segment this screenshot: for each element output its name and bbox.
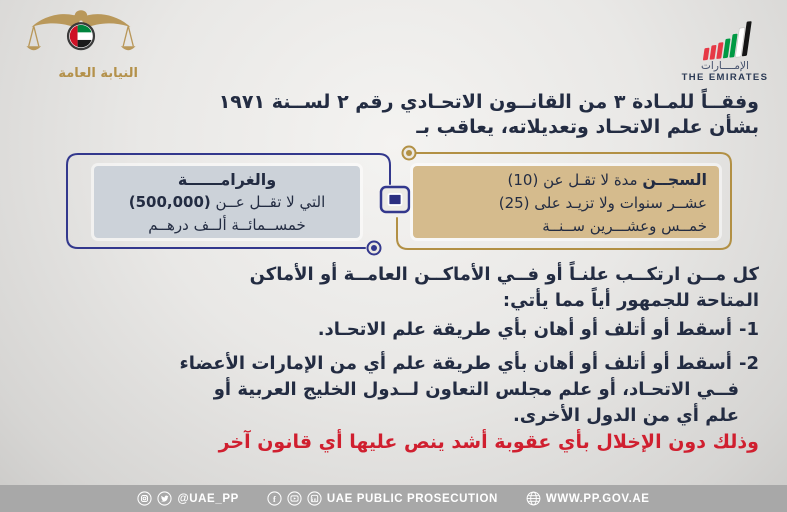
- emirates-bars-icon: [673, 11, 777, 63]
- svg-text:in: in: [311, 496, 317, 502]
- body-intro-line-1: كل مــن ارتكــب علنـاً أو فــي الأماكــن العامــة أو الأماكن: [249, 264, 759, 285]
- emirates-logo-arabic: الإمــــارات: [701, 60, 749, 72]
- footer-bar: [0, 485, 787, 512]
- prison-line-1: السجــن مدة لا تقـل عن (10): [507, 170, 707, 189]
- org-group: [267, 491, 498, 506]
- fine-line-2: التي لا تقــل عــن (500,000): [128, 193, 326, 211]
- website-group: [526, 491, 650, 506]
- youtube-icon: [287, 491, 302, 506]
- gold-node-icon: [403, 147, 416, 160]
- pp-logo-label: النيابة العامة: [58, 66, 138, 81]
- emirates-brand-logo: [675, 16, 775, 84]
- fine-penalty-box: [94, 166, 360, 238]
- prison-line-2: عشــر سنوات ولا تزيـد على (25): [498, 194, 707, 212]
- twitter-icon: [157, 491, 172, 506]
- emirates-bar: [702, 48, 709, 61]
- linkedin-icon: [307, 491, 322, 506]
- item-2-number: 2-: [738, 353, 759, 374]
- link-button-icon: [381, 187, 409, 212]
- body-intro-line-2: المتاحة للجمهور أياً مما يأتي:: [502, 290, 759, 311]
- disclaimer-text: وذلك دون الإخلال بأي عقوبة أشد ينص عليها أي قانون آخر: [218, 431, 759, 453]
- navy-node-icon: [368, 242, 381, 255]
- prison-keyword: السجــن: [642, 170, 707, 189]
- offences-body-text: [30, 262, 759, 429]
- social-handle-group: [137, 491, 238, 506]
- falcon-scales-icon: [24, 8, 138, 62]
- law-reference-heading: [30, 90, 759, 140]
- emirates-logo-english: THE EMIRATES: [681, 72, 769, 83]
- prison-penalty-box: [413, 166, 719, 238]
- fine-amount: (500,000): [128, 193, 211, 211]
- instagram-icon: [137, 491, 152, 506]
- prison-line-3: خمــس وعشـــرين ســنــة: [542, 217, 707, 235]
- emirates-bar: [716, 42, 723, 59]
- globe-icon: [526, 491, 541, 506]
- fine-line-3: خمســمائــة ألــف درهــم: [148, 216, 306, 234]
- fine-title: والغرامــــــة: [177, 170, 277, 189]
- website-url: WWW.PP.GOV.AE: [545, 492, 650, 505]
- public-prosecution-logo: [24, 8, 138, 81]
- svg-text:f: f: [272, 493, 277, 504]
- offence-item-2: 2-أسقط أو أتلف أو أهان بأي طريقة علم أي من الإمارات الأعضاء فــي الاتحـاد، أو علم مجلس التعاون لــدول الخليج العربية أو علم أي من الدول الأخرى.: [179, 353, 759, 426]
- org-name: UAE PUBLIC PROSECUTION: [326, 492, 498, 505]
- emirates-bar: [709, 45, 716, 60]
- social-handle: @UAE_PP: [177, 492, 239, 505]
- heading-line-2: بشأن علم الاتحـاد وتعديلاته، يعاقب بـ: [416, 116, 759, 138]
- heading-line-1: وفقــاً للمـادة ٣ من القانــون الاتحـادي رقم ٢ لســنة ١٩٧١: [218, 91, 759, 113]
- item-1-number: 1-: [738, 319, 759, 340]
- facebook-icon: [267, 491, 282, 506]
- offence-item-1: 1-أسقط أو أتلف أو أهان بأي طريقة علم الاتحـاد.: [317, 319, 759, 340]
